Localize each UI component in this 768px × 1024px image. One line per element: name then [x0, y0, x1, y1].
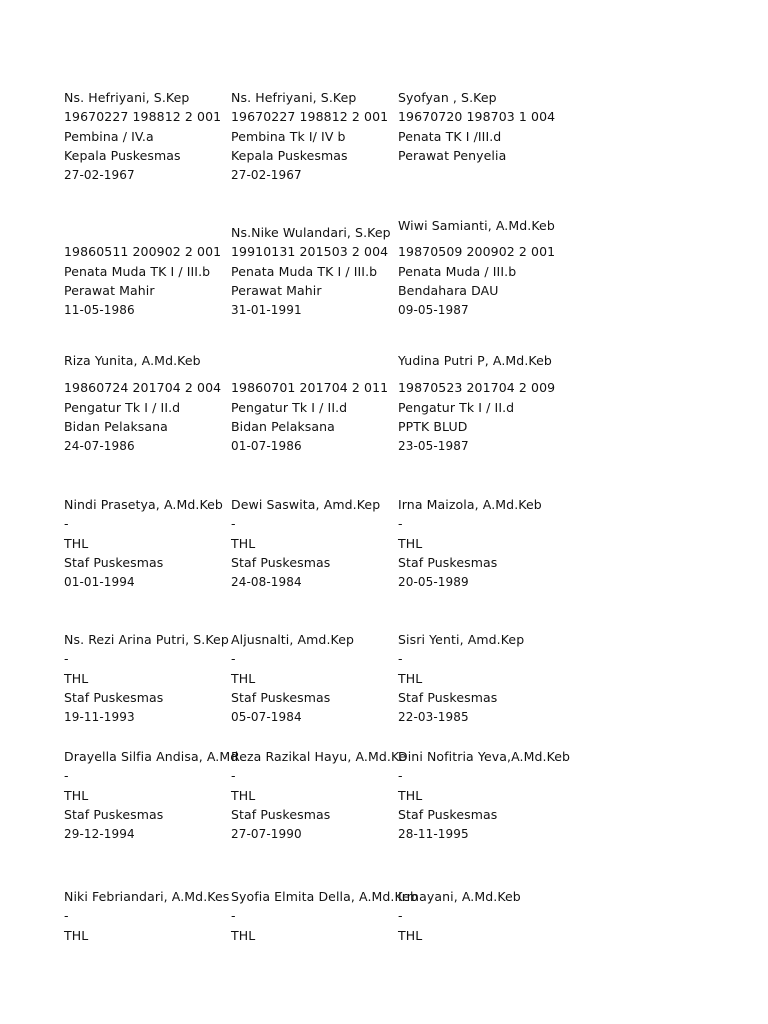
staff-position: Perawat Mahir: [64, 283, 155, 298]
staff-rank: THL: [64, 536, 89, 551]
staff-rank: Pembina Tk I/ IV b: [231, 129, 346, 144]
staff-position: Staf Puskesmas: [398, 555, 498, 570]
staff-position: Perawat Mahir: [231, 283, 322, 298]
staff-nip: 19670720 198703 1 004: [398, 109, 556, 124]
staff-card: [398, 632, 566, 742]
staff-name: Syofia Elmita Della, A.Md.Keb: [231, 889, 419, 904]
staff-card: [231, 632, 399, 742]
staff-name: Ns. Rezi Arina Putri, S.Kep: [64, 632, 229, 647]
staff-birthdate: 22-03-1985: [398, 710, 469, 724]
staff-nip: -: [64, 768, 69, 783]
staff-position: Bendahara DAU: [398, 283, 499, 298]
staff-card: [398, 90, 566, 200]
staff-rank: THL: [64, 788, 89, 803]
staff-name: Drayella Silfia Andisa, A.Md: [64, 749, 239, 764]
staff-nip: 19860701 201704 2 011: [231, 380, 389, 395]
staff-birthdate: 24-08-1984: [231, 575, 302, 589]
staff-name: Dini Nofitria Yeva,A.Md.Keb: [398, 749, 571, 764]
staff-birthdate: 09-05-1987: [398, 303, 469, 317]
staff-nip: -: [231, 651, 236, 666]
staff-rank: Penata Muda TK I / III.b: [231, 264, 378, 279]
staff-rank: THL: [231, 536, 256, 551]
staff-birthdate: 27-02-1967: [231, 168, 302, 182]
staff-card: [64, 749, 239, 859]
staff-name: Ns. Hefriyani, S.Kep: [64, 90, 190, 105]
staff-card: [64, 225, 232, 335]
staff-rank: THL: [231, 788, 256, 803]
staff-birthdate: 27-07-1990: [231, 827, 302, 841]
staff-position: PPTK BLUD: [398, 419, 468, 434]
staff-birthdate: 28-11-1995: [398, 827, 469, 841]
staff-nip: 19670227 198812 2 001: [64, 109, 222, 124]
staff-card: [64, 353, 232, 471]
staff-name: Dewi Saswita, Amd.Kep: [231, 497, 381, 512]
staff-rank: Pembina / IV.a: [64, 129, 154, 144]
staff-card: [231, 749, 407, 859]
staff-rank: THL: [398, 928, 423, 943]
staff-rank: Pengatur Tk I / II.d: [64, 400, 181, 415]
staff-name: Ns. Hefriyani, S.Kep: [231, 90, 357, 105]
staff-position: Kepala Puskesmas: [231, 148, 348, 163]
staff-rank: THL: [398, 536, 423, 551]
staff-birthdate: 11-05-1986: [64, 303, 135, 317]
staff-nip: 19910131 201503 2 004: [231, 244, 389, 259]
staff-card: [398, 353, 566, 471]
staff-name: Niki Febriandari, A.Md.Kes: [64, 889, 230, 904]
staff-card: [231, 225, 399, 335]
staff-name: Reza Razikal Hayu, A.Md.Ke: [231, 749, 407, 764]
staff-position: Perawat Penyelia: [398, 148, 507, 163]
staff-card: [231, 90, 399, 200]
staff-name: Syofyan , S.Kep: [398, 90, 497, 105]
staff-rank: Pengatur Tk I / II.d: [398, 400, 515, 415]
staff-birthdate: 24-07-1986: [64, 439, 135, 453]
staff-position: Bidan Pelaksana: [64, 419, 168, 434]
staff-nip: 19670227 198812 2 001: [231, 109, 389, 124]
staff-position: Bidan Pelaksana: [231, 419, 335, 434]
staff-card: [398, 218, 566, 335]
staff-birthdate: 05-07-1984: [231, 710, 302, 724]
staff-name: Aljusnalti, Amd.Kep: [231, 632, 355, 647]
staff-position: Staf Puskesmas: [398, 807, 498, 822]
staff-nip: -: [398, 768, 403, 783]
staff-card: [64, 497, 232, 607]
staff-card: [398, 749, 571, 859]
staff-card: [64, 632, 232, 742]
staff-nip: 19860724 201704 2 004: [64, 380, 222, 395]
staff-nip: -: [231, 768, 236, 783]
staff-rank: THL: [64, 928, 89, 943]
staff-nip: -: [398, 516, 403, 531]
staff-rank: Penata Muda TK I / III.b: [64, 264, 211, 279]
staff-nip: -: [231, 908, 236, 923]
staff-card: [64, 90, 232, 200]
staff-position: Kepala Puskesmas: [64, 148, 181, 163]
staff-position: Staf Puskesmas: [231, 690, 331, 705]
staff-nip: -: [64, 908, 69, 923]
staff-card: [231, 889, 419, 999]
staff-nip: 19860511 200902 2 001: [64, 244, 222, 259]
staff-birthdate: 01-07-1986: [231, 439, 302, 453]
staff-name: Nindi Prasetya, A.Md.Keb: [64, 497, 223, 512]
staff-card: [398, 889, 566, 999]
staff-position: Staf Puskesmas: [64, 807, 164, 822]
staff-name: Riza Yunita, A.Md.Keb: [64, 353, 201, 368]
staff-nip: -: [64, 516, 69, 531]
staff-rank: THL: [398, 788, 423, 803]
staff-card: [64, 889, 232, 999]
staff-name: Wiwi Samianti, A.Md.Keb: [398, 218, 555, 233]
staff-nip: -: [231, 516, 236, 531]
staff-birthdate: 29-12-1994: [64, 827, 135, 841]
staff-nip: -: [398, 651, 403, 666]
staff-rank: Penata Muda / III.b: [398, 264, 517, 279]
staff-rank: Penata TK I /III.d: [398, 129, 502, 144]
staff-name: Irna Maizola, A.Md.Keb: [398, 497, 542, 512]
staff-name: Irmayani, A.Md.Keb: [398, 889, 521, 904]
staff-card: [398, 497, 566, 607]
staff-birthdate: 19-11-1993: [64, 710, 135, 724]
staff-name: Yudina Putri P, A.Md.Keb: [398, 353, 552, 368]
staff-position: Staf Puskesmas: [64, 555, 164, 570]
staff-birthdate: 20-05-1989: [398, 575, 469, 589]
staff-rank: Pengatur Tk I / II.d: [231, 400, 348, 415]
staff-rank: THL: [231, 928, 256, 943]
staff-nip: -: [398, 908, 403, 923]
staff-position: Staf Puskesmas: [231, 555, 331, 570]
staff-birthdate: 31-01-1991: [231, 303, 302, 317]
staff-nip: -: [64, 651, 69, 666]
staff-birthdate: 01-01-1994: [64, 575, 135, 589]
staff-rank: THL: [231, 671, 256, 686]
staff-position: Staf Puskesmas: [398, 690, 498, 705]
staff-birthdate: 23-05-1987: [398, 439, 469, 453]
staff-nip: 19870523 201704 2 009: [398, 380, 556, 395]
staff-birthdate: 27-02-1967: [64, 168, 135, 182]
staff-card: [231, 361, 399, 471]
staff-position: Staf Puskesmas: [64, 690, 164, 705]
staff-rank: THL: [64, 671, 89, 686]
staff-card: [231, 497, 399, 607]
staff-rank: THL: [398, 671, 423, 686]
staff-nip: 19870509 200902 2 001: [398, 244, 556, 259]
staff-name: Sisri Yenti, Amd.Kep: [398, 632, 525, 647]
staff-name: Ns.Nike Wulandari, S.Kep: [231, 225, 391, 240]
staff-position: Staf Puskesmas: [231, 807, 331, 822]
